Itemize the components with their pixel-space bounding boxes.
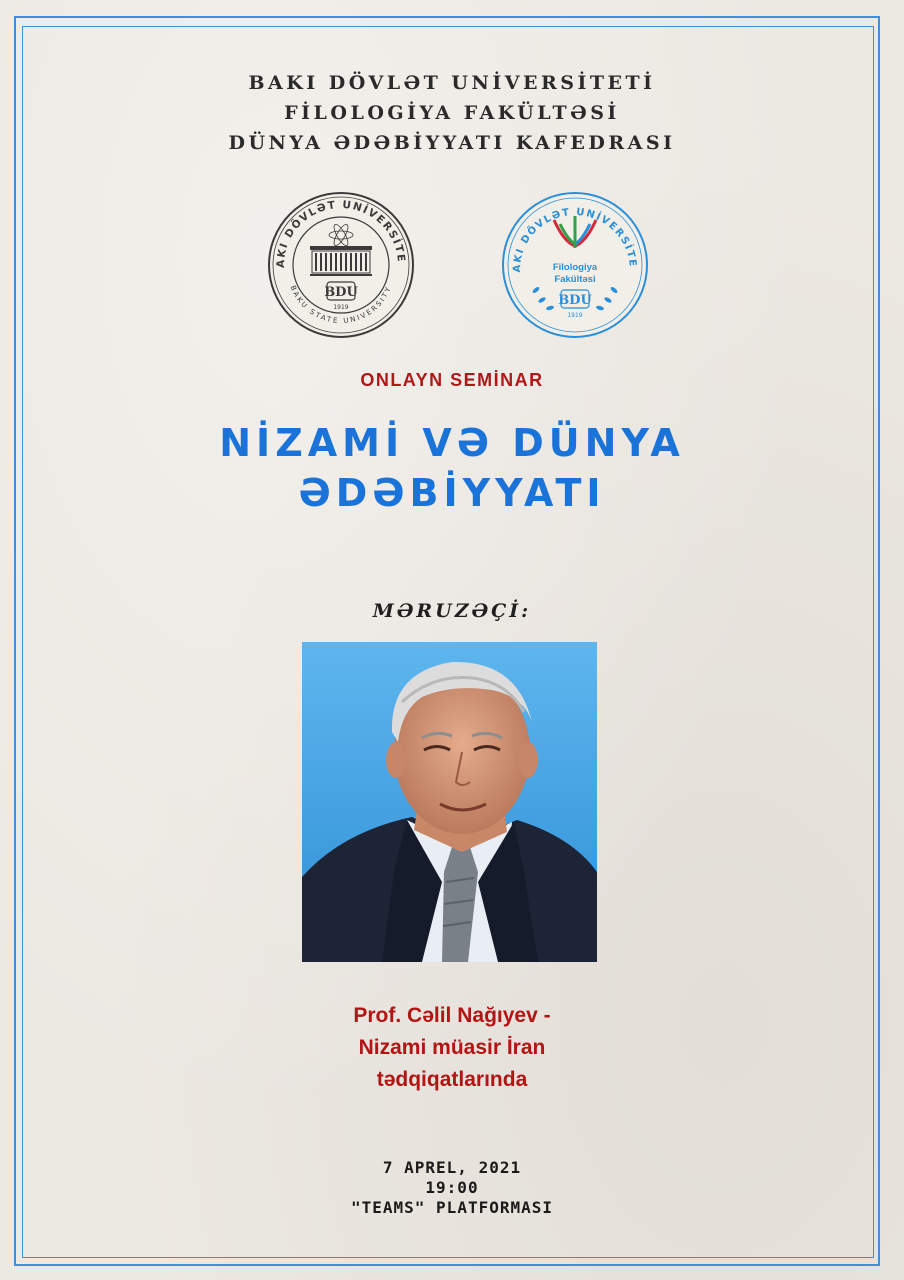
event-platform: "TEAMS" PLATFORMASI: [350, 1198, 554, 1217]
emblem-year: 1919: [567, 312, 583, 319]
event-details: [0, 1158, 904, 1218]
emblem-monogram: BDU: [558, 293, 592, 308]
talk-info: [0, 1000, 904, 1096]
seal-monogram: BDU: [324, 285, 358, 300]
speaker-label: MƏRUZƏÇİ:: [372, 600, 532, 622]
faculty-emblem-logo: [500, 190, 650, 340]
event-time: 19:00: [425, 1178, 479, 1197]
seal-year: 1919: [333, 304, 349, 311]
university-seal-logo: [266, 190, 416, 340]
university-name: BAKI DÖVLƏT UNİVERSİTETİ: [248, 72, 656, 94]
seal-ring-text-bottom: BAKU STATE UNIVERSITY: [288, 284, 394, 326]
faculty-name: FİLOLOGİYA FAKÜLTƏSİ: [284, 102, 620, 124]
event-title: [0, 418, 904, 518]
emblem-ring-text: AKI DÖVLƏT UNİVERSİTE: [511, 206, 639, 273]
emblem-faculty-line2: Fakültəsi: [554, 274, 596, 285]
talk-topic-line-1: Nizami müasir İran: [358, 1036, 546, 1059]
speaker-name: Prof. Cəlil Nağıyev -: [353, 1004, 551, 1027]
header: [0, 68, 904, 158]
seal-ring-text-top: AKI DÖVLƏT UNİVERSİTE: [274, 198, 408, 269]
title-line-1: NİZAMİ VƏ DÜNYA: [219, 421, 685, 465]
seminar-label: ONLAYN SEMİNAR: [360, 370, 544, 390]
talk-topic-line-2: tədqiqatlarında: [376, 1068, 528, 1091]
emblem-faculty-line1: Filologiya: [552, 262, 598, 273]
title-line-2: ƏDƏBİYYATI: [298, 471, 606, 515]
speaker-photo: [302, 642, 597, 962]
event-date: 7 APREL, 2021: [382, 1158, 522, 1177]
department-name: DÜNYA ƏDƏBİYYATI KAFEDRASI: [228, 132, 676, 154]
